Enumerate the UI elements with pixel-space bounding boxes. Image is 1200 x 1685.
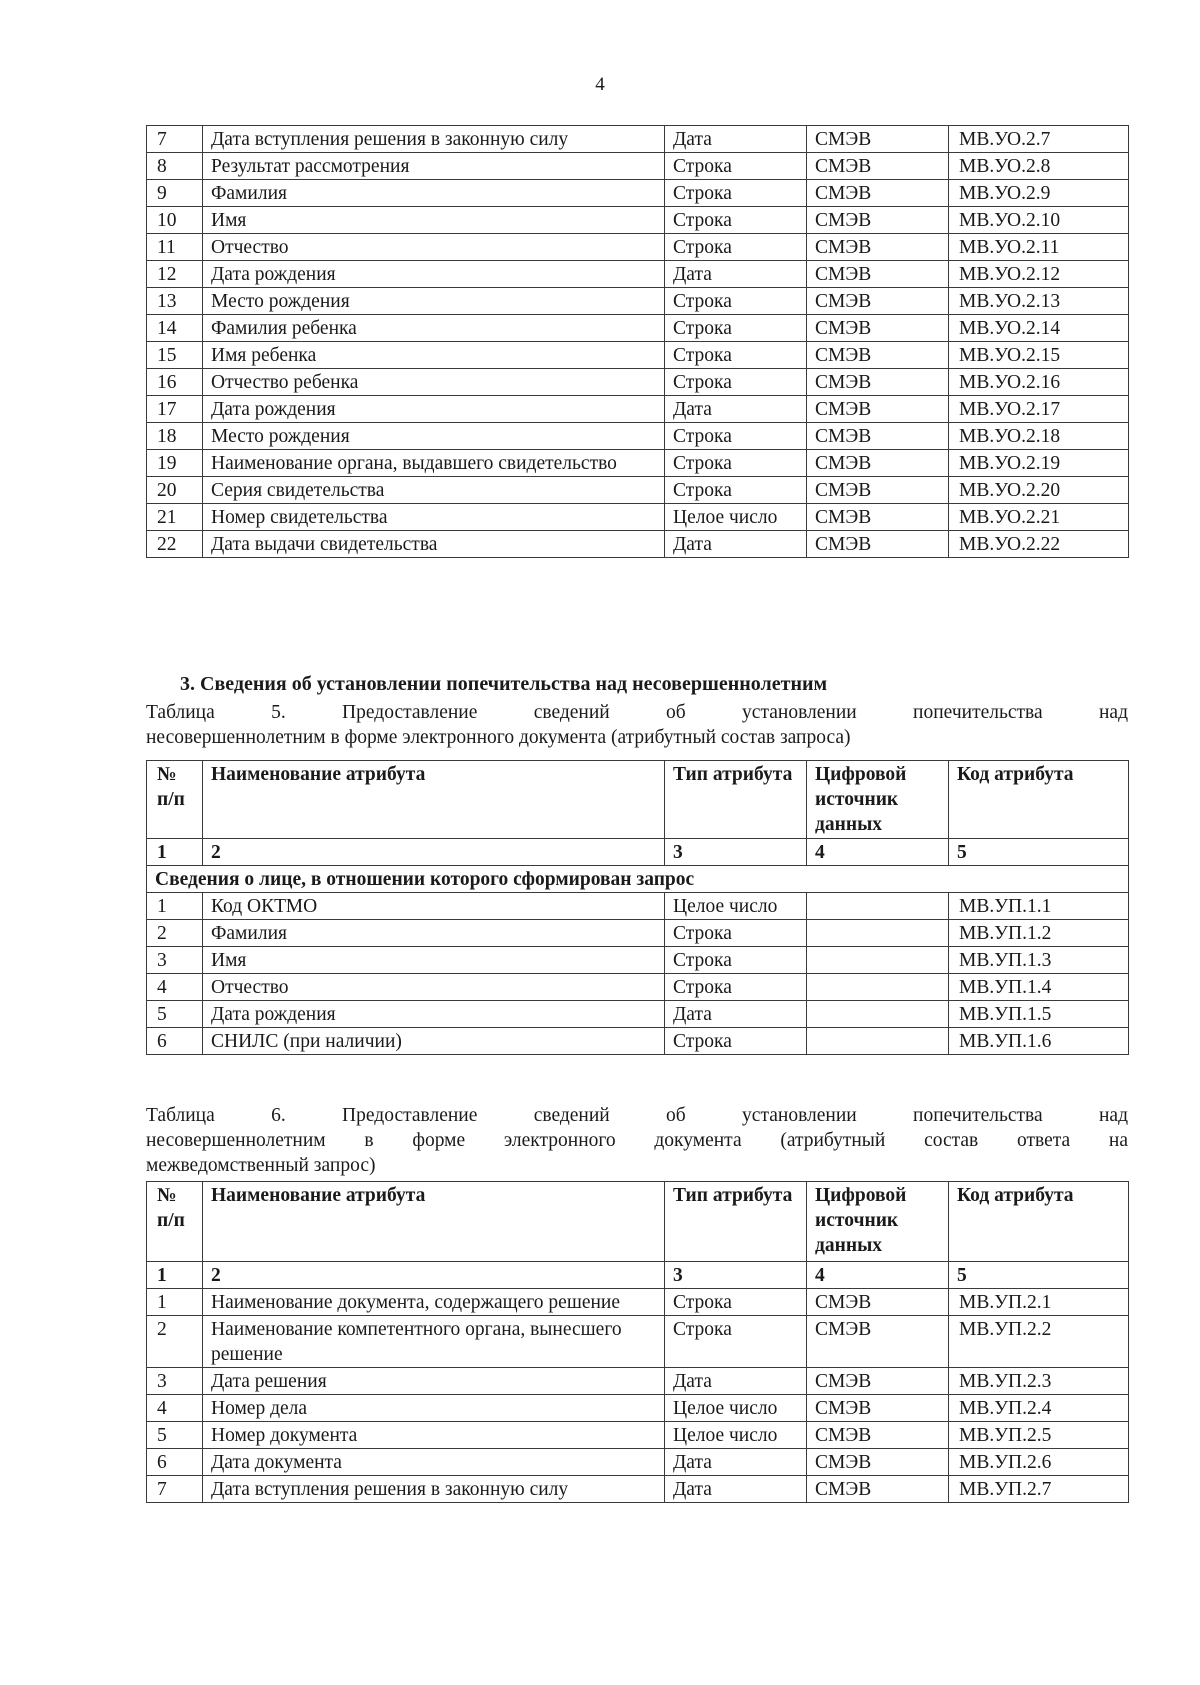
num-cell: 13 (147, 288, 203, 315)
attribute-code-cell: МВ.УП.1.2 (949, 920, 1129, 947)
num-cell: 10 (147, 207, 203, 234)
num-cell: 7 (147, 1476, 203, 1503)
table-6-caption (146, 1103, 1128, 1178)
data-source-cell (807, 1001, 949, 1028)
header-cell: Наименование атрибута (203, 1182, 665, 1262)
data-source-cell: СМЭВ (807, 1368, 949, 1395)
attribute-type-cell: Дата (665, 531, 807, 558)
num-cell: 6 (147, 1449, 203, 1476)
attribute-type-cell: Строка (665, 153, 807, 180)
attribute-code-cell: МВ.УП.2.7 (949, 1476, 1129, 1503)
table-row (147, 450, 1129, 477)
attribute-code-cell: МВ.УО.2.8 (949, 153, 1129, 180)
table-row (147, 369, 1129, 396)
table-row (147, 1368, 1129, 1395)
attribute-type-cell: Строка (665, 207, 807, 234)
attribute-code-cell: МВ.УП.2.5 (949, 1422, 1129, 1449)
num-cell: 3 (147, 947, 203, 974)
num-cell: 12 (147, 261, 203, 288)
section-heading: 3. Сведения об установлении попечительства над несовершеннолетним (180, 673, 828, 695)
table-row (147, 1316, 1129, 1368)
attribute-code-cell: МВ.УО.2.11 (949, 234, 1129, 261)
table-row (147, 1001, 1129, 1028)
caption-line: Таблица 6. Предоставление сведений об установлении попечительства над (146, 1105, 1128, 1126)
attribute-table-5 (146, 760, 1129, 1055)
attribute-code-cell: МВ.УО.2.21 (949, 504, 1129, 531)
attribute-name-cell: Дата рождения (203, 1001, 665, 1028)
data-source-cell: СМЭВ (807, 126, 949, 153)
attribute-code-cell: МВ.УП.2.4 (949, 1395, 1129, 1422)
data-source-cell: СМЭВ (807, 1316, 949, 1368)
attribute-name-cell: Отчество (203, 974, 665, 1001)
caption-line: несовершеннолетним в форме электронного документа (атрибутный состав запроса) (146, 727, 851, 748)
table-row (147, 504, 1129, 531)
table-header-row (147, 1182, 1129, 1262)
attribute-type-cell: Строка (665, 450, 807, 477)
header-cell: Наименование атрибута (203, 761, 665, 839)
attribute-name-cell: Имя (203, 947, 665, 974)
attribute-type-cell: Строка (665, 234, 807, 261)
attribute-type-cell: Целое число (665, 504, 807, 531)
attribute-type-cell: Строка (665, 974, 807, 1001)
attribute-code-cell: МВ.УО.2.15 (949, 342, 1129, 369)
attribute-type-cell: Строка (665, 1289, 807, 1316)
table-row (147, 531, 1129, 558)
attribute-code-cell: МВ.УП.2.6 (949, 1449, 1129, 1476)
num-cell: 5 (147, 1422, 203, 1449)
table-row (147, 396, 1129, 423)
table-row (147, 153, 1129, 180)
data-source-cell: СМЭВ (807, 261, 949, 288)
attribute-code-cell: МВ.УО.2.9 (949, 180, 1129, 207)
table-body (147, 126, 1129, 558)
attribute-name-cell: Дата рождения (203, 261, 665, 288)
attribute-code-cell: МВ.УО.2.17 (949, 396, 1129, 423)
attribute-table-4-continued (146, 125, 1129, 558)
attribute-code-cell: МВ.УП.1.4 (949, 974, 1129, 1001)
table-row (147, 893, 1129, 920)
table-row (147, 974, 1129, 1001)
table-row (147, 477, 1129, 504)
table-row (147, 947, 1129, 974)
num-cell: 18 (147, 423, 203, 450)
column-number-cell: 2 (203, 1262, 665, 1289)
attribute-type-cell: Строка (665, 1028, 807, 1055)
table-row (147, 288, 1129, 315)
num-cell: 2 (147, 920, 203, 947)
num-cell: 15 (147, 342, 203, 369)
header-cell: Тип атрибута (665, 1182, 807, 1262)
num-cell: 6 (147, 1028, 203, 1055)
attribute-name-cell: Наименование документа, содержащего решение (203, 1289, 665, 1316)
header-cell: Цифровой источник данных (807, 761, 949, 839)
attribute-code-cell: МВ.УО.2.22 (949, 531, 1129, 558)
num-cell: 4 (147, 1395, 203, 1422)
attribute-code-cell: МВ.УП.1.1 (949, 893, 1129, 920)
table-header-row (147, 761, 1129, 839)
attribute-type-cell: Дата (665, 1476, 807, 1503)
data-source-cell: СМЭВ (807, 180, 949, 207)
attribute-type-cell: Строка (665, 947, 807, 974)
attribute-type-cell: Дата (665, 126, 807, 153)
num-cell: 14 (147, 315, 203, 342)
attribute-code-cell: МВ.УП.1.6 (949, 1028, 1129, 1055)
attribute-name-cell: Дата документа (203, 1449, 665, 1476)
table-row (147, 920, 1129, 947)
header-cell: Цифровой источник данных (807, 1182, 949, 1262)
attribute-type-cell: Строка (665, 920, 807, 947)
data-source-cell: СМЭВ (807, 207, 949, 234)
attribute-code-cell: МВ.УО.2.13 (949, 288, 1129, 315)
data-source-cell (807, 920, 949, 947)
attribute-type-cell: Целое число (665, 1395, 807, 1422)
num-cell: 4 (147, 974, 203, 1001)
column-number-row (147, 839, 1129, 866)
data-source-cell: СМЭВ (807, 1395, 949, 1422)
num-cell: 21 (147, 504, 203, 531)
header-cell: Код атрибута (949, 1182, 1129, 1262)
attribute-code-cell: МВ.УО.2.18 (949, 423, 1129, 450)
table-row (147, 315, 1129, 342)
attribute-code-cell: МВ.УО.2.7 (949, 126, 1129, 153)
table-row (147, 234, 1129, 261)
data-source-cell: СМЭВ (807, 531, 949, 558)
data-source-cell: СМЭВ (807, 450, 949, 477)
table-row (147, 423, 1129, 450)
num-cell: 1 (147, 893, 203, 920)
attribute-name-cell: Место рождения (203, 288, 665, 315)
num-cell: 8 (147, 153, 203, 180)
attribute-name-cell: Код ОКТМО (203, 893, 665, 920)
table-row (147, 207, 1129, 234)
table-row (147, 1476, 1129, 1503)
column-number-cell: 1 (147, 1262, 203, 1289)
attribute-name-cell: Номер документа (203, 1422, 665, 1449)
data-source-cell: СМЭВ (807, 153, 949, 180)
attribute-code-cell: МВ.УО.2.12 (949, 261, 1129, 288)
attribute-code-cell: МВ.УО.2.10 (949, 207, 1129, 234)
num-cell: 22 (147, 531, 203, 558)
attribute-table-6 (146, 1181, 1129, 1503)
attribute-code-cell: МВ.УО.2.19 (949, 450, 1129, 477)
attribute-type-cell: Дата (665, 1001, 807, 1028)
table-row (147, 1289, 1129, 1316)
table-row (147, 126, 1129, 153)
attribute-type-cell: Строка (665, 288, 807, 315)
attribute-code-cell: МВ.УП.2.3 (949, 1368, 1129, 1395)
attribute-code-cell: МВ.УП.2.2 (949, 1316, 1129, 1368)
num-cell: 2 (147, 1316, 203, 1368)
data-source-cell: СМЭВ (807, 396, 949, 423)
data-source-cell: СМЭВ (807, 1289, 949, 1316)
header-cell: Код атрибута (949, 761, 1129, 839)
num-cell: 16 (147, 369, 203, 396)
page-number: 4 (595, 74, 605, 95)
column-number-cell: 3 (665, 1262, 807, 1289)
column-number-cell: 5 (949, 1262, 1129, 1289)
table-body (147, 893, 1129, 1055)
column-number-cell: 2 (203, 839, 665, 866)
data-source-cell: СМЭВ (807, 234, 949, 261)
attribute-type-cell: Целое число (665, 1422, 807, 1449)
data-source-cell: СМЭВ (807, 477, 949, 504)
attribute-code-cell: МВ.УП.1.3 (949, 947, 1129, 974)
table-row (147, 1028, 1129, 1055)
table-row (147, 342, 1129, 369)
attribute-name-cell: Номер свидетельства (203, 504, 665, 531)
table-5-caption (146, 700, 1128, 750)
attribute-type-cell: Дата (665, 396, 807, 423)
data-source-cell: СМЭВ (807, 369, 949, 396)
attribute-name-cell: Фамилия (203, 920, 665, 947)
attribute-name-cell: Место рождения (203, 423, 665, 450)
attribute-code-cell: МВ.УО.2.16 (949, 369, 1129, 396)
data-source-cell: СМЭВ (807, 1476, 949, 1503)
column-number-cell: 4 (807, 1262, 949, 1289)
num-cell: 19 (147, 450, 203, 477)
attribute-code-cell: МВ.УО.2.20 (949, 477, 1129, 504)
num-cell: 5 (147, 1001, 203, 1028)
attribute-type-cell: Строка (665, 342, 807, 369)
attribute-code-cell: МВ.УП.1.5 (949, 1001, 1129, 1028)
data-source-cell: СМЭВ (807, 1449, 949, 1476)
table-row (147, 1395, 1129, 1422)
data-source-cell (807, 974, 949, 1001)
attribute-name-cell: Фамилия (203, 180, 665, 207)
caption-line: несовершеннолетним в форме электронного документа (атрибутный состав ответа на (146, 1130, 1128, 1151)
attribute-name-cell: Дата вступления решения в законную силу (203, 126, 665, 153)
attribute-name-cell: Фамилия ребенка (203, 315, 665, 342)
num-cell: 1 (147, 1289, 203, 1316)
table-row (147, 1449, 1129, 1476)
num-cell: 20 (147, 477, 203, 504)
data-source-cell: СМЭВ (807, 315, 949, 342)
attribute-code-cell: МВ.УО.2.14 (949, 315, 1129, 342)
num-cell: 11 (147, 234, 203, 261)
column-number-cell: 1 (147, 839, 203, 866)
data-source-cell: СМЭВ (807, 423, 949, 450)
column-number-cell: 5 (949, 839, 1129, 866)
attribute-type-cell: Строка (665, 423, 807, 450)
data-source-cell (807, 947, 949, 974)
table-row (147, 180, 1129, 207)
attribute-name-cell: Наименование компетентного органа, вынесшего решение (203, 1316, 665, 1368)
data-source-cell: СМЭВ (807, 1422, 949, 1449)
num-cell: 7 (147, 126, 203, 153)
header-cell: № п/п (147, 761, 203, 839)
attribute-type-cell: Строка (665, 477, 807, 504)
attribute-name-cell: Дата рождения (203, 396, 665, 423)
attribute-type-cell: Строка (665, 1316, 807, 1368)
header-cell: № п/п (147, 1182, 203, 1262)
data-source-cell (807, 1028, 949, 1055)
attribute-code-cell: МВ.УП.2.1 (949, 1289, 1129, 1316)
table-row (147, 261, 1129, 288)
attribute-name-cell: Номер дела (203, 1395, 665, 1422)
attribute-type-cell: Дата (665, 1449, 807, 1476)
attribute-type-cell: Строка (665, 369, 807, 396)
attribute-type-cell: Дата (665, 1368, 807, 1395)
data-source-cell: СМЭВ (807, 342, 949, 369)
data-source-cell: СМЭВ (807, 504, 949, 531)
num-cell: 17 (147, 396, 203, 423)
attribute-name-cell: Отчество ребенка (203, 369, 665, 396)
num-cell: 3 (147, 1368, 203, 1395)
num-cell: 9 (147, 180, 203, 207)
data-source-cell (807, 893, 949, 920)
group-title: Сведения о лице, в отношении которого сформирован запрос (147, 866, 1129, 893)
attribute-name-cell: Серия свидетельства (203, 477, 665, 504)
attribute-name-cell: Имя (203, 207, 665, 234)
attribute-type-cell: Строка (665, 180, 807, 207)
attribute-name-cell: Дата выдачи свидетельства (203, 531, 665, 558)
attribute-type-cell: Строка (665, 315, 807, 342)
attribute-name-cell: Дата решения (203, 1368, 665, 1395)
group-title-row (147, 866, 1129, 893)
header-cell: Тип атрибута (665, 761, 807, 839)
attribute-name-cell: Результат рассмотрения (203, 153, 665, 180)
column-number-cell: 3 (665, 839, 807, 866)
attribute-name-cell: Дата вступления решения в законную силу (203, 1476, 665, 1503)
data-source-cell: СМЭВ (807, 288, 949, 315)
table-row (147, 1422, 1129, 1449)
attribute-name-cell: СНИЛС (при наличии) (203, 1028, 665, 1055)
attribute-name-cell: Наименование органа, выдавшего свидетельство (203, 450, 665, 477)
column-number-row (147, 1262, 1129, 1289)
attribute-type-cell: Дата (665, 261, 807, 288)
column-number-cell: 4 (807, 839, 949, 866)
table-body (147, 1289, 1129, 1503)
caption-line: Таблица 5. Предоставление сведений об установлении попечительства над (146, 702, 1128, 723)
attribute-name-cell: Отчество (203, 234, 665, 261)
caption-line: межведомственный запрос) (146, 1155, 376, 1176)
attribute-name-cell: Имя ребенка (203, 342, 665, 369)
attribute-type-cell: Целое число (665, 893, 807, 920)
